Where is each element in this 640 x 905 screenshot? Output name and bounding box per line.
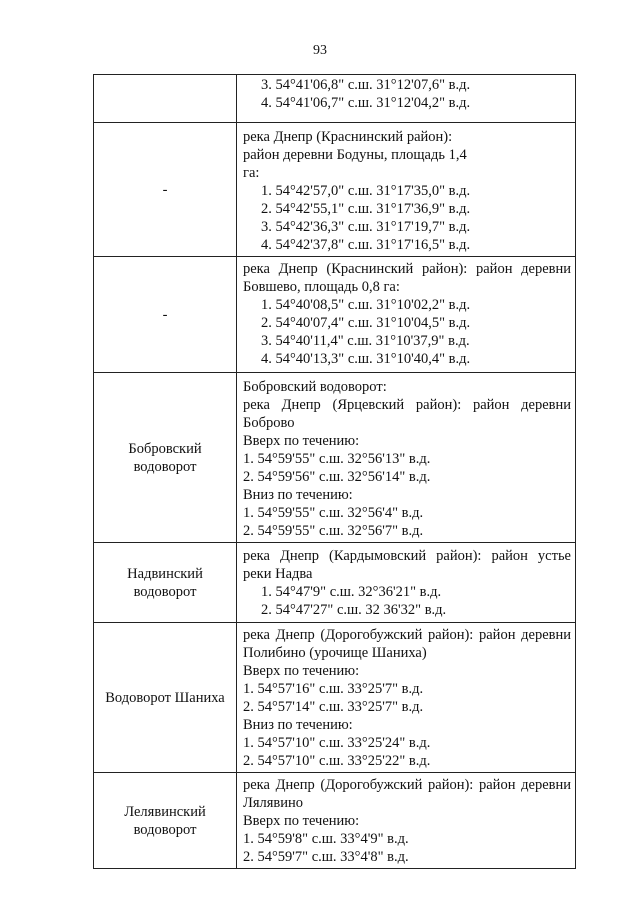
coordinate-line: 1. 54°59'8" с.ш. 33°4'9" в.д. [243,831,409,847]
coordinate-line: 4. 54°40'13,3" с.ш. 31°10'40,4" в.д. [261,351,471,367]
row-intro: река Днепр (Краснинский район): район деревни Бодуны, площадь 1,4 га: [243,129,467,181]
row-content-cell [237,623,576,773]
row-content-cell [237,543,576,623]
coordinate-line: 4. 54°42'37,8" с.ш. 31°17'16,5" в.д. [261,237,471,253]
table-row [94,257,576,373]
coordinate-line: 1. 54°59'55" с.ш. 32°56'4" в.д. [243,505,424,521]
coordinate-line: 3. 54°40'11,4" с.ш. 31°10'37,9" в.д. [261,333,470,349]
coordinate-line: 1. 54°47'9" с.ш. 32°36'21" в.д. [261,584,442,600]
row-content-cell [237,123,576,257]
up-label: Вверх по течению: [243,663,360,679]
coordinates-table [93,74,576,869]
table-row [94,75,576,123]
down-label: Вниз по течению: [243,487,353,503]
page-number: 93 [313,43,327,58]
row-content-cell [237,373,576,543]
coordinate-line: 4. 54°41'06,7" с.ш. 31°12'04,2" в.д. [261,95,471,111]
up-label: Вверх по течению: [243,813,360,829]
coordinate-line: 2. 54°40'07,4" с.ш. 31°10'04,5" в.д. [261,315,471,331]
row-label-cell [94,373,237,543]
coordinate-line: 3. 54°42'36,3" с.ш. 31°17'19,7" в.д. [261,219,471,235]
row-intro: река Днепр (Ярцевский район): район деревни Боброво [243,397,571,431]
row-label-cell [94,543,237,623]
row-label-cell [94,257,237,373]
coordinate-line: 3. 54°41'06,8" с.ш. 31°12'07,6" в.д. [261,77,471,93]
up-label: Вверх по течению: [243,433,360,449]
row-content-cell [237,75,576,123]
coordinate-line: 1. 54°59'55" с.ш. 32°56'13" в.д. [243,451,431,467]
table-row [94,123,576,257]
row-label: - [162,306,168,323]
coordinate-line: 1. 54°57'16" с.ш. 33°25'7" в.д. [243,681,424,697]
row-label: Надвинский водоворот [127,565,203,600]
row-label-cell [94,623,237,773]
coordinate-line: 2. 54°57'14" с.ш. 33°25'7" в.д. [243,699,424,715]
row-intro: река Днепр (Дорогобужский район): район деревни Полибино (урочище Шаниха) [243,627,571,661]
row-label-cell [94,123,237,257]
row-content-cell [237,257,576,373]
coordinate-line: 2. 54°59'55" с.ш. 32°56'7" в.д. [243,523,424,539]
row-intro: река Днепр (Кардымовский район): район устье реки Надва [243,548,571,582]
coordinate-line: 2. 54°47'27" с.ш. 32 36'32" в.д. [261,602,447,618]
table-row [94,623,576,773]
coordinate-line: 2. 54°59'7" с.ш. 33°4'8" в.д. [243,849,409,865]
coordinate-line: 1. 54°57'10" с.ш. 33°25'24" в.д. [243,735,431,751]
row-content-cell [237,773,576,869]
row-label: - [162,181,168,198]
coordinate-line: 1. 54°42'57,0" с.ш. 31°17'35,0" в.д. [261,183,471,199]
coordinate-line: 2. 54°57'10" с.ш. 33°25'22" в.д. [243,753,431,769]
table-row [94,543,576,623]
table-row [94,373,576,543]
coordinate-line: 2. 54°59'56" с.ш. 32°56'14" в.д. [243,469,431,485]
row-label-cell [94,75,237,123]
table-row [94,773,576,869]
down-label: Вниз по течению: [243,717,353,733]
row-pre: Бобровский водоворот: [243,379,387,395]
coordinate-line: 1. 54°40'08,5" с.ш. 31°10'02,2" в.д. [261,297,471,313]
row-intro: река Днепр (Краснинский район): район деревни Бовшево, площадь 0,8 га: [243,261,571,295]
row-label: Водоворот Шаниха [105,689,225,706]
coordinate-line: 2. 54°42'55,1" с.ш. 31°17'36,9" в.д. [261,201,471,217]
row-label: Бобровский водоворот [128,440,202,475]
row-label-cell [94,773,237,869]
row-label: Лелявинский водоворот [124,803,206,838]
row-intro: река Днепр (Дорогобужский район): район деревни Лялявино [243,777,571,811]
